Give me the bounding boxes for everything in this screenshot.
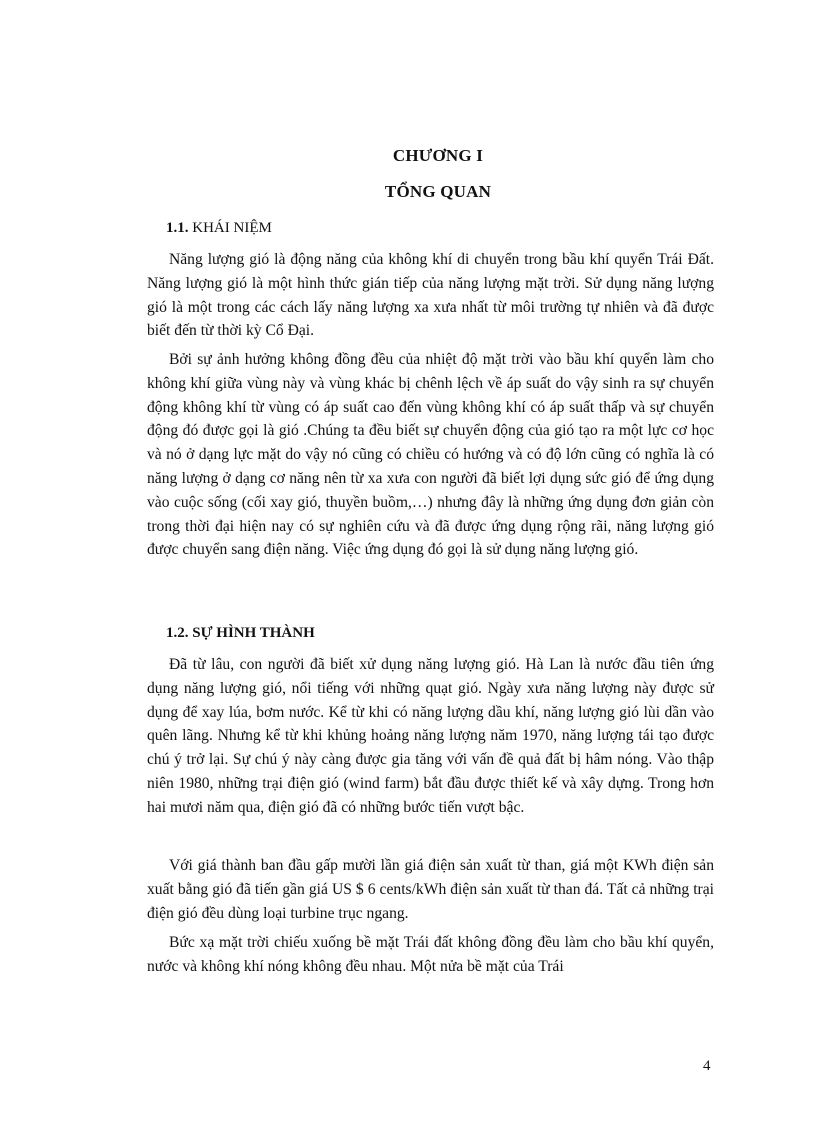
section-number: 1.1. bbox=[166, 220, 189, 236]
paragraph: Bởi sự ảnh hưởng không đồng đều của nhiệt độ mặt trời vào bầu khí quyển làm cho không khí giữa vùng này và vùng khác bị chênh lệch về áp suất do vậy sinh ra sự chuyển động không khí từ vùng có áp suất cao đến vùng không khí có áp suất thấp và sự chuyển động đó được gọi là gió .Chúng ta đều biết sự chuyển động của gió tạo ra một lực cơ học và nó ở dạng lực mặt do vậy nó cũng có chiều có hướng và có độ lớn cũng có nghĩa là có năng lượng ở dạng cơ năng nên từ xa xưa con người đã biết lợi dụng sức gió để ứng dụng vào cuộc sống (cối xay gió, thuyền buồm,…) nhưng đây là những ứng dụng đơn giản còn trong thời đại hiện nay có sự nghiên cứu và đã được ứng dụng rộng rãi, năng lượng gió được chuyển sang điện năng. Việc ứng dụng đó gọi là sử dụng năng lượng gió. bbox=[147, 351, 714, 559]
page-number: 4 bbox=[703, 1058, 711, 1074]
chapter-title: TỔNG QUAN bbox=[384, 182, 492, 201]
section-title: SỰ HÌNH THÀNH bbox=[192, 625, 315, 641]
paragraph: Bức xạ mặt trời chiếu xuống bề mặt Trái đất không đồng đều làm cho bầu khí quyển, nước và không khí nóng không đều nhau. Một nửa bề mặt của Trái bbox=[147, 934, 714, 975]
paragraph: Đã từ lâu, con người đã biết xử dụng năng lượng gió. Hà Lan là nước đầu tiên ứng dụng năng lượng gió, nổi tiếng với những quạt gió. Ngày xưa năng lượng này được sử dụng để xay lúa, bơm nước. Kể từ khi có năng lượng dầu khí, năng lượng gió lùi dần vào quên lãng. Nhưng kể từ khi khủng hoảng năng lượng năm 1970, năng lượng tái tạo được chú ý trở lại. Sự chú ý này càng được gia tăng với vấn đề quả đất bị hâm nóng. Vào thập niên 1980, những trại điện gió (wind farm) bắt đầu được thiết kế và xây dựng. Trong hơn hai mươi năm qua, điện gió đã có những bước tiến vượt bậc. bbox=[147, 656, 714, 816]
chapter-number: CHƯƠNG I bbox=[392, 146, 484, 165]
paragraph: Với giá thành ban đầu gấp mười lần giá điện sản xuất từ than, giá một KWh điện sản xuất bằng gió đã tiến gần giá US $ 6 cents/kWh điện sản xuất từ than đá. Tất cả những trại điện gió đều dùng loại turbine trục ngang. bbox=[147, 857, 714, 922]
paragraph: Năng lượng gió là động năng của không khí di chuyển trong bầu khí quyển Trái Đất. Năng lượng gió là một hình thức gián tiếp của năng lượng mặt trời. Sử dụng năng lượng gió là một trong các cách lấy năng lượng xa xưa nhất từ môi trường tự nhiên và đã được biết đến từ thời kỳ Cổ Đại. bbox=[147, 251, 714, 340]
section-heading-1-2 bbox=[166, 625, 315, 642]
section-title: KHÁI NIỆM bbox=[192, 220, 272, 236]
section-number: 1.2. bbox=[166, 625, 189, 641]
section-heading-1-1 bbox=[166, 220, 272, 237]
